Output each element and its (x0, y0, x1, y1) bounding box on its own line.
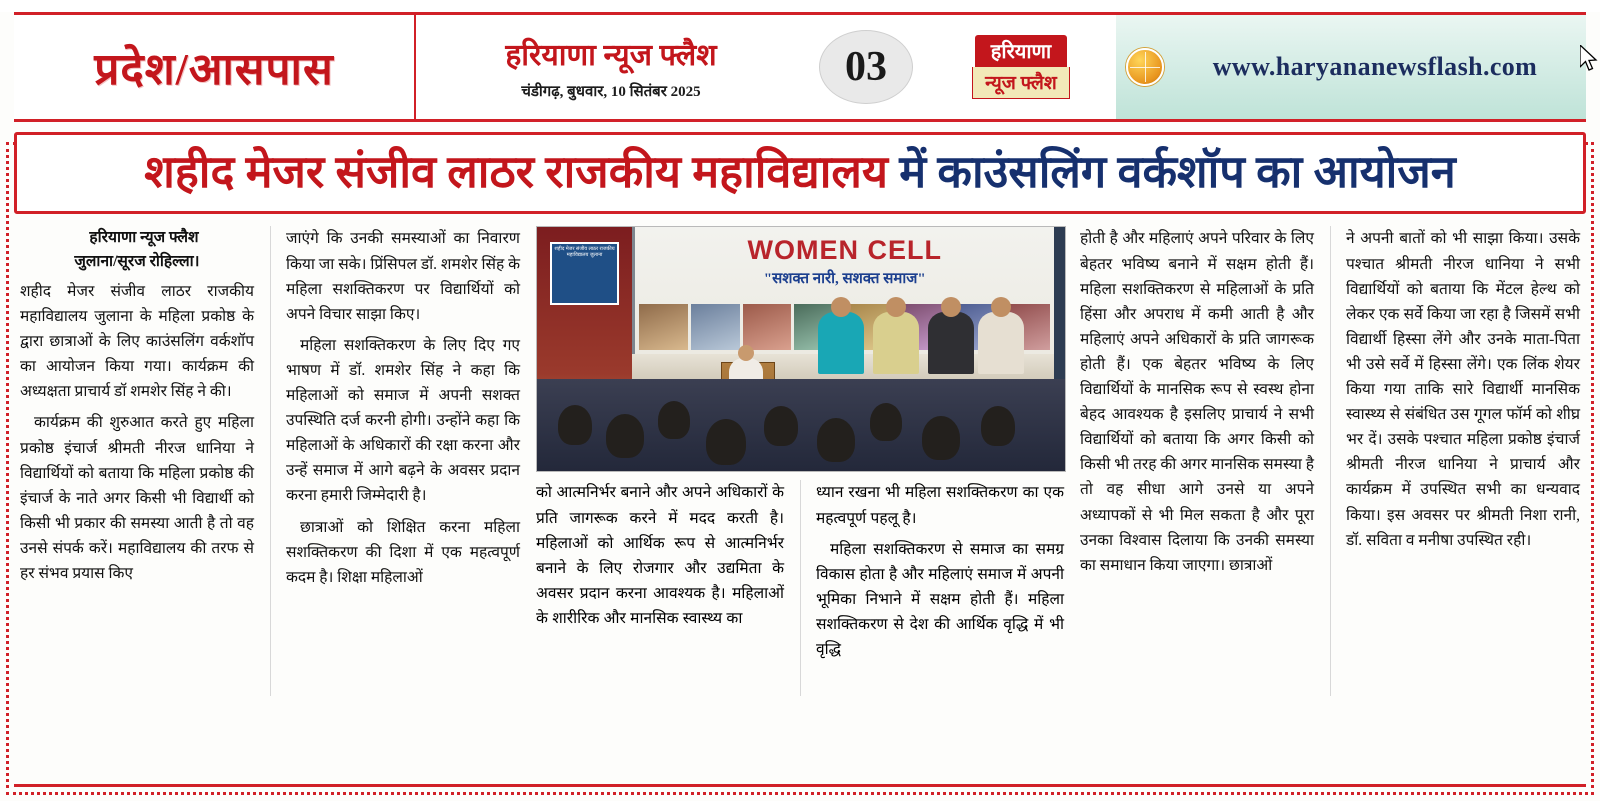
photo-seated-person (928, 312, 974, 374)
page-number-block (806, 15, 926, 119)
newspaper-page (0, 12, 1600, 801)
article-headline (27, 147, 1573, 197)
photo-caption-columns (536, 480, 1064, 696)
byline (20, 226, 254, 273)
section-title-block (14, 15, 416, 119)
website-bar (1116, 15, 1586, 119)
article-column-5 (1080, 226, 1314, 696)
paragraph: होती है और महिलाएं अपने परिवार के लिए बेहतर भविष्य बनाने में सक्षम होती हैं। महिला सशक्तिकरण से महिलाओं के प्रति हिंसा और अपराध में कमी आती है और महिलाएं अपने अधिकारों के प्रति जागरूक होती हैं। एक बेहतर भविष्य के लिए विद्यार्थियों के मानसिक रूप से स्वस्थ होना बेहद आवश्यक है इसलिए प्राचार्य ने सभी विद्यार्थियों को बताया कि अगर किसी को किसी भी तरह की अगर मानसिक समस्या है तो वह सीधा आगे उनसे या अपने अध्यापकों से भी मिल सकता है और पूरा उनका विश्वास दिलाया कि उनकी समस्या का समाधान किया जाएगा। छात्राओं (1080, 230, 1314, 574)
photo-seated-person (818, 312, 864, 374)
article-photo-column (536, 226, 1064, 696)
article-photo (536, 226, 1066, 472)
byline-line-2: जुलाना/सूरज रोहिल्ला। (74, 252, 200, 270)
byline-line-1: हरियाणा न्यूज फ्लैश (89, 229, 199, 247)
logo-bottom-text: न्यूज फ्लैश (972, 67, 1070, 99)
paragraph: शहीद मेजर संजीव लाठर राजकीय महाविद्यालय जुलाना के महिला प्रकोष्ठ के द्वारा छात्राओं के लिए काउंसलिंग वर्कशॉप का आयोजन किया गया। कार्यक्रम की अध्यक्षता प्राचार्य डॉ शमशेर सिंह ने की। (20, 282, 254, 401)
publication-logo (926, 15, 1116, 119)
article-column-4 (800, 480, 1064, 696)
paragraph: कार्यक्रम की शुरुआत करते हुए महिला प्रकोष्ठ इंचार्ज श्रीमती नीरज धानिया ने विद्यार्थियों को बताया कि महिला प्रकोष्ठ की इंचार्ज के नाते अगर किसी भी विद्यार्थी को किसी भी प्रकार की समस्या आती है तो वह उनसे संपर्क करें। महाविद्यालय की तरफ से हर संभव प्रयास किए (20, 414, 254, 583)
page-title: प्रदेश/आसपास (94, 45, 334, 94)
masthead (14, 12, 1586, 122)
photo-seated-person (873, 312, 919, 374)
paragraph: छात्राओं को शिक्षित करना महिला सशक्तिकरण की दिशा में एक महत्वपूर्ण कदम है। शिक्षा महिलाओं (286, 518, 520, 586)
paper-name: हरियाणा न्यूज फ्लैश (505, 39, 717, 72)
paragraph: ध्यान रखना भी महिला सशक्तिकरण का एक महत्वपूर्ण पहलू है। (816, 484, 1064, 527)
paragraph: महिला सशक्तिकरण से समाज का समग्र विकास होता है और महिलाएं समाज में अपनी भूमिका निभाने में सक्षम होती हैं। महिला सशक्तिकरण से देश की आर्थिक वृद्धि में भी वृद्धि (816, 540, 1064, 659)
photo-banner-title: WOMEN CELL (747, 235, 942, 266)
headline-part-red: शहीद मेजर संजीव लाठर राजकीय महाविद्यालय (144, 147, 889, 197)
article-column-6 (1330, 226, 1580, 696)
paper-identity-block (416, 15, 806, 119)
photo-banner-subtitle: "सशक्त नारी, सशक्त समाज" (763, 271, 926, 288)
headline-banner (14, 132, 1586, 214)
page-number-badge: 03 (819, 30, 913, 104)
photo-audience (537, 379, 1065, 472)
website-url[interactable]: www.haryananewsflash.com (1212, 52, 1538, 81)
paragraph: ने अपनी बातों को भी साझा किया। उसके पश्चात श्रीमती नीरज धानिया ने सभी विद्यार्थियों को बताया कि मेंटल हेल्थ को लेकर एक सर्वे किया जा रहा है जिसमें सभी विद्यार्थी हिस्सा लेंगे और उनके माता-पिता भी उसे सर्वे में हिस्सा लेंगे। एक लिंक शेयर किया गया ताकि सारे विद्यार्थी मानसिक स्वास्थ्य से संबंधित उस गूगल फॉर्म को शीघ्र भर दें। उसके पश्चात महिला प्रकोष्ठ इंचार्ज श्रीमती नीरज धानिया ने प्राचार्य और कार्यक्रम में उपस्थित सभी का धन्यवाद किया। इस अवसर पर श्रीमती निशा रानी, डॉ. सविता व मनीषा उपस्थित रही। (1346, 230, 1580, 549)
globe-icon (1126, 48, 1164, 86)
paragraph: महिला सशक्तिकरण के लिए दिए गए भाषण में डॉ. शमशेर सिंह ने कहा कि महिलाओं को समाज में अपनी सशक्त उपस्थिति दर्ज करनी होगी। उन्होंने कहा कि महिलाओं के अधिकारों की रक्षा करना और उन्हें समाज में आगे बढ़ने के अवसर प्रदान करना हमारी जिम्मेदारी है। (286, 336, 520, 505)
article-column-3 (536, 480, 784, 696)
dateline: चंडीगढ़, बुधवार, 10 सितंबर 2025 (521, 84, 701, 100)
bottom-rule (14, 784, 1586, 787)
article-column-2 (270, 226, 520, 696)
headline-part-blue: में काउंसलिंग वर्कशॉप का आयोजन (899, 147, 1456, 197)
logo-top-text: हरियाणा (975, 35, 1067, 67)
article-body (20, 226, 1580, 696)
article-column-1 (20, 226, 254, 696)
photo-seated-person (978, 312, 1024, 374)
paragraph: को आत्मनिर्भर बनाने और अपने अधिकारों के प्रति जागरूक करने में मदद करती है। महिलाओं को आर्थिक रूप से आत्मनिर्भर बनाने के लिए रोजगार और उद्यमिता के अवसर प्रदान करना आवश्यक है। महिलाओं के शारीरिक और मानसिक स्वास्थ्य का (536, 484, 784, 627)
photo-wall-plaque: शहीद मेजर संजीव लाठर राजकीय महाविद्यालय जुलाना (550, 242, 618, 305)
paragraph: जाएंगे कि उनकी समस्याओं का निवारण किया जा सके। प्रिंसिपल डॉ. शमशेर सिंह के महिला सशक्तिकरण पर विद्यार्थियों को अपने विचार साझा किए। (286, 230, 520, 323)
